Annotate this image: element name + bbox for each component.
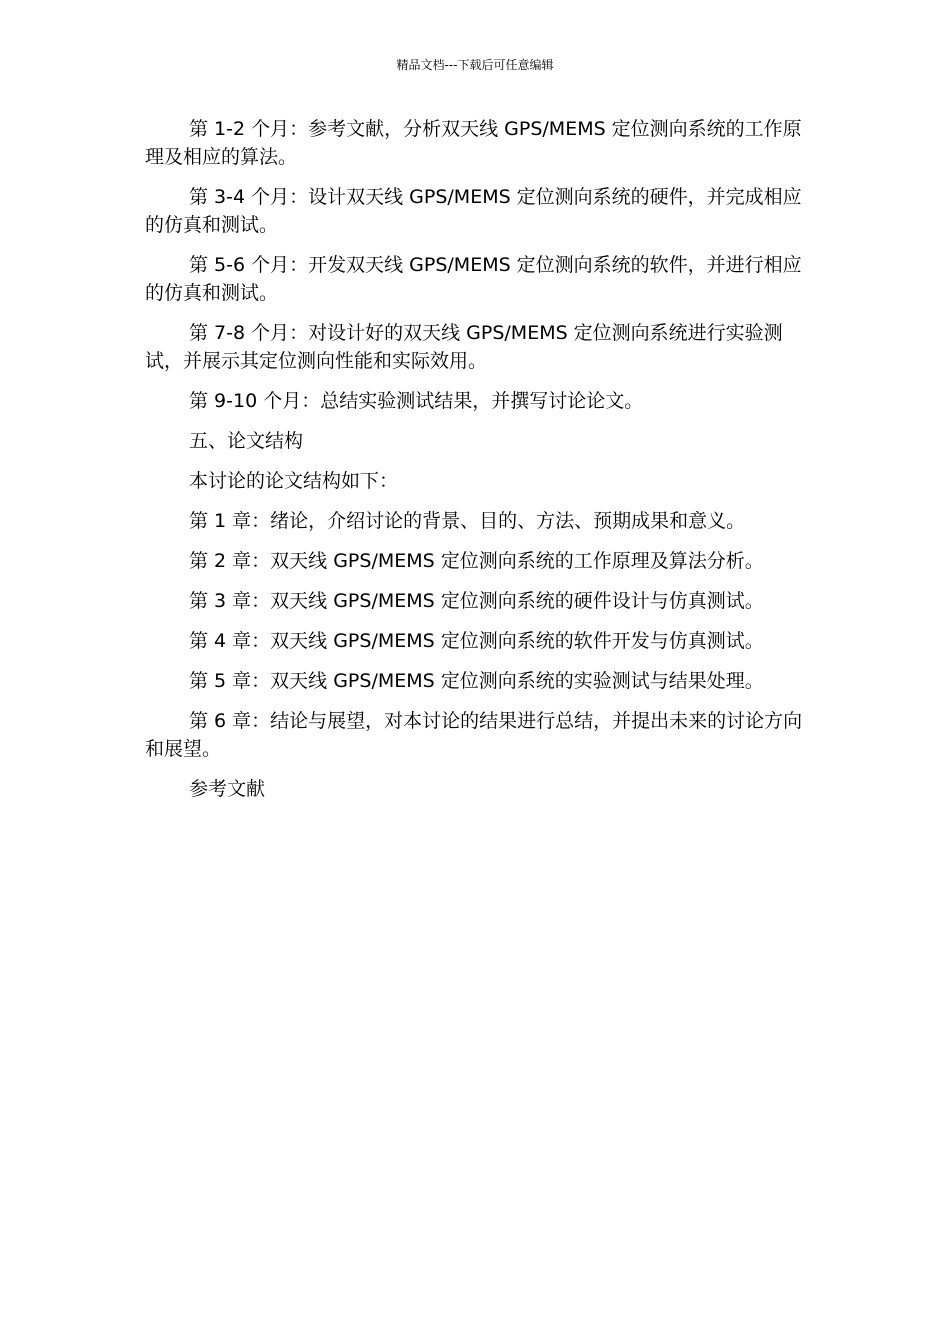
paragraph-chapter-1: 第 1 章：绪论，介绍讨论的背景、目的、方法、预期成果和意义。 xyxy=(189,510,746,532)
paragraph-chapter-2: 第 2 章：双天线 GPS/MEMS 定位测向系统的工作原理及算法分析。 xyxy=(189,550,764,572)
paragraph-schedule-month-3-4: 第 3-4 个月：设计双天线 GPS/MEMS 定位测向系统的硬件，并完成相应的仿真和测试。 xyxy=(145,186,802,236)
paragraph-chapter-4: 第 4 章：双天线 GPS/MEMS 定位测向系统的软件开发与仿真测试。 xyxy=(189,630,764,652)
paragraph-schedule-month-5-6: 第 5-6 个月：开发双天线 GPS/MEMS 定位测向系统的软件，并进行相应的仿真和测试。 xyxy=(145,254,802,304)
page-header: 精品文档---下载后可任意编辑 xyxy=(396,58,554,72)
paragraph-chapter-3: 第 3 章：双天线 GPS/MEMS 定位测向系统的硬件设计与仿真测试。 xyxy=(189,590,764,612)
paragraph-schedule-month-7-8: 第 7-8 个月：对设计好的双天线 GPS/MEMS 定位测向系统进行实验测试，并展示其定位测向性能和实际效用。 xyxy=(145,322,783,372)
paragraph-structure-intro: 本讨论的论文结构如下： xyxy=(189,470,399,492)
paragraph-chapter-6: 第 6 章：结论与展望，对本讨论的结果进行总结，并提出未来的讨论方向和展望。 xyxy=(145,710,803,760)
paragraph-schedule-month-9-10: 第 9-10 个月：总结实验测试结果，并撰写讨论论文。 xyxy=(189,390,644,412)
paragraph-chapter-5: 第 5 章：双天线 GPS/MEMS 定位测向系统的实验测试与结果处理。 xyxy=(189,670,764,692)
paragraph-schedule-month-1-2: 第 1-2 个月：参考文献，分析双天线 GPS/MEMS 定位测向系统的工作原理及相应的算法。 xyxy=(145,118,802,168)
document-body xyxy=(145,115,810,815)
section-heading-references: 参考文献 xyxy=(189,778,266,800)
section-heading-thesis-structure: 五、论文结构 xyxy=(189,430,304,452)
